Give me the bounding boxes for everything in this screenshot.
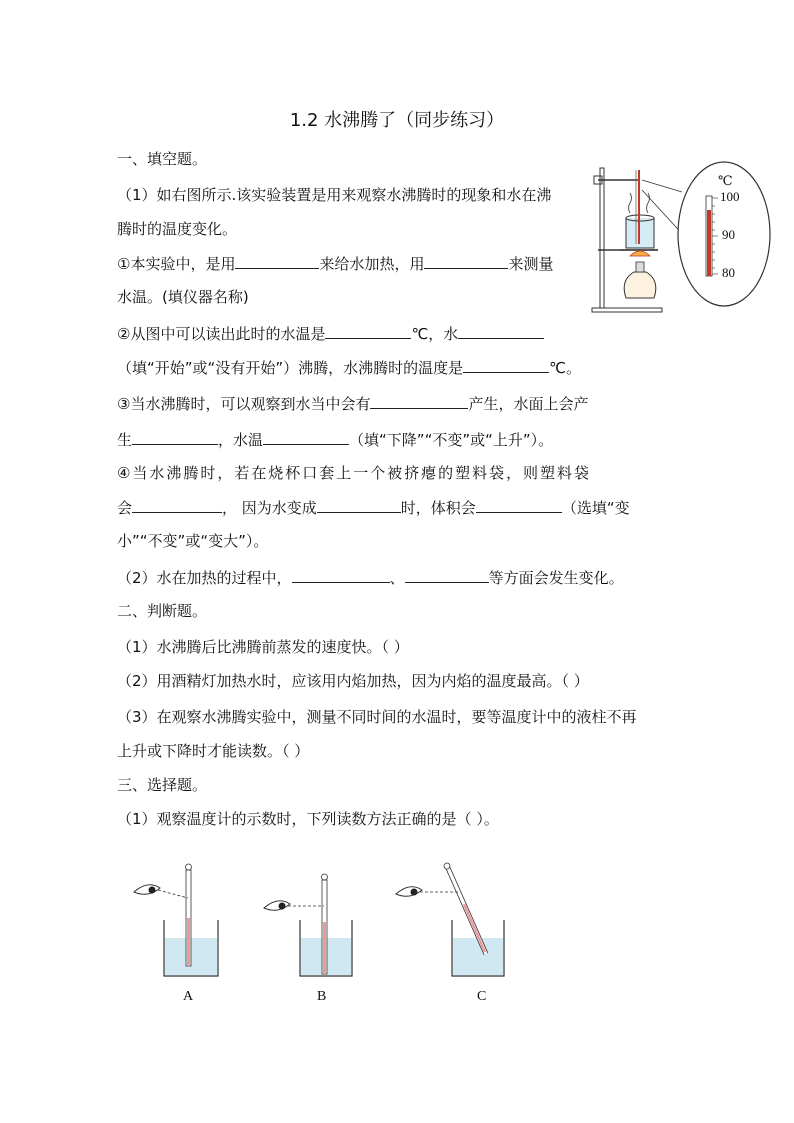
eye-c: [396, 887, 422, 896]
section2-heading: 二、判断题。: [117, 602, 208, 620]
blank[interactable]: [235, 252, 319, 269]
s1-q1-line1: （1）如右图所示.该实验装置是用来观察水沸腾时的现象和水在沸: [117, 186, 552, 204]
blank[interactable]: [325, 322, 411, 339]
s2-q1: （1）水沸腾后比沸腾前蒸发的速度快。（ ）: [117, 638, 409, 656]
s2-q2: （2）用酒精灯加热水时，应该用内焰加热，因为内焰的温度最高。（ ）: [117, 672, 589, 690]
flame: [630, 251, 650, 256]
s1-sub1-line2: 水温。(填仪器名称): [117, 288, 249, 306]
blank[interactable]: [476, 496, 562, 513]
s1-q1-line2: 腾时的温度变化。: [117, 220, 238, 238]
blank[interactable]: [317, 496, 401, 513]
section3-heading: 三、选择题。: [117, 776, 208, 794]
s1-sub4-line3: 小”“不变”或“变大”）。: [117, 532, 269, 550]
blank[interactable]: [132, 428, 218, 445]
blank[interactable]: [405, 566, 489, 583]
page-title: 1.2 水沸腾了（同步练习）: [289, 110, 505, 131]
blank[interactable]: [292, 566, 390, 583]
section1-heading: 一、填空题。: [117, 150, 208, 168]
reading-methods-figure: [130, 858, 530, 1008]
s1-sub4-line2: 会 ， 因为水变成 时，体积会 （选填“变: [117, 496, 630, 518]
s2-q3-line1: （3）在观察水沸腾实验中，测量不同时间的水温时，要等温度计中的液柱不再: [117, 708, 637, 726]
tick-label-90: 90: [722, 227, 735, 242]
s1-sub1-line1: ①本实验中，是用 来给水加热，用 来测量: [117, 252, 553, 274]
blank[interactable]: [263, 428, 349, 445]
s1-q2: （2）水在加热的过程中， 、 等方面会发生变化。: [117, 566, 624, 588]
eye-b: [264, 901, 290, 910]
s1-sub2-line1: ②从图中可以读出此时的水温是 ℃，水: [117, 322, 544, 344]
option-a-label: A: [183, 989, 194, 1004]
alcohol-lamp: [624, 272, 656, 298]
eye-a: [134, 885, 160, 894]
s2-q3-line2: 上升或下降时才能读数。（ ）: [117, 742, 310, 760]
water-c: [453, 938, 503, 975]
boiling-apparatus-figure: [590, 158, 780, 318]
s1-sub2-line2: （填“开始”或“没有开始”）沸腾，水沸腾时的温度是 ℃。: [117, 356, 581, 378]
blank[interactable]: [370, 392, 468, 409]
blank[interactable]: [424, 252, 508, 269]
s1-sub3-line1: ③当水沸腾时，可以观察到水当中会有 产生，水面上会产: [117, 392, 588, 414]
steam: [629, 193, 632, 213]
option-a-figure: [134, 864, 218, 976]
tick-label-80: 80: [722, 265, 735, 280]
blank[interactable]: [463, 356, 549, 373]
blank[interactable]: [132, 496, 222, 513]
stand-base: [592, 308, 662, 312]
thermometer-liquid: [707, 210, 711, 276]
s1-sub3-line2: 生 ，水温 （填“下降”“不变”或“上升”）。: [117, 428, 553, 450]
option-c-label: C: [477, 989, 487, 1004]
stand-rod: [600, 168, 604, 308]
tick-label-100: 100: [720, 189, 740, 204]
s3-q1: （1）观察温度计的示数时，下列读数方法正确的是（ ）。: [117, 810, 499, 828]
option-b-figure: [264, 874, 352, 976]
unit-label: ℃: [718, 173, 733, 188]
option-c-figure: [396, 863, 504, 976]
s1-sub4-line1: ④当水沸腾时，若在烧杯口套上一个被挤瘪的塑料袋，则塑料袋: [117, 464, 589, 482]
blank[interactable]: [458, 322, 544, 339]
option-b-label: B: [317, 989, 327, 1004]
